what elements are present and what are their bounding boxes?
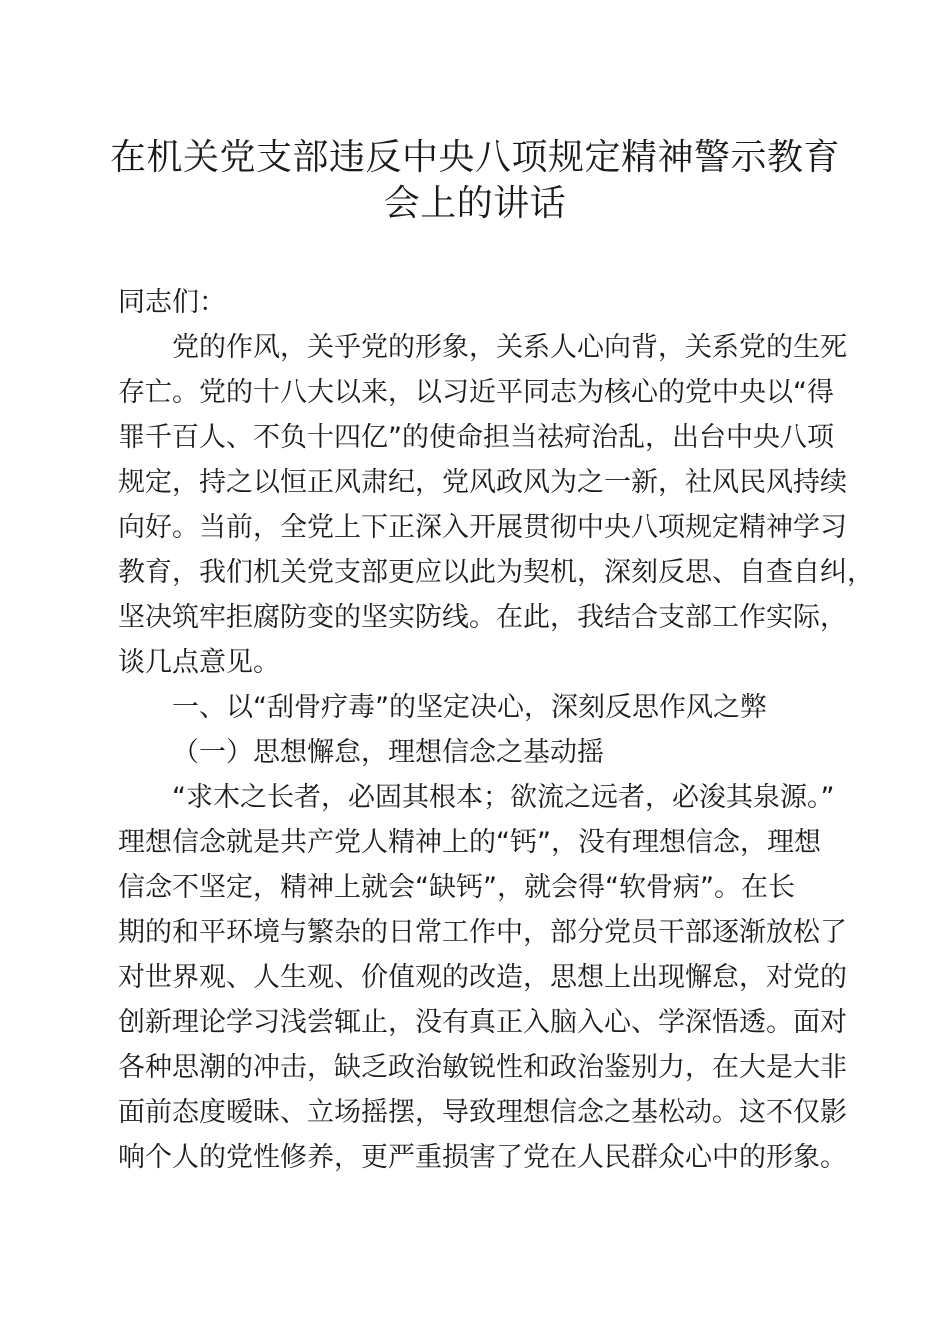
paragraph-line: 同志们：: [118, 287, 226, 318]
paragraph-line: 坚决筑牢拒腐防变的坚实防线。在此，我结合支部工作实际，: [118, 602, 847, 633]
title-line-2: 会上的讲话: [383, 183, 567, 224]
paragraph-line: 一、以“刮骨疗毒”的坚定决心，深刻反思作风之弊: [172, 692, 767, 723]
paragraph-line: 罪千百人、不负十四亿”的使命担当祛疴治乱，出台中央八项: [118, 422, 834, 453]
paragraph-line: 面前态度暧昧、立场摇摆，导致理想信念之基松动。这不仅影: [118, 1097, 847, 1128]
paragraph-line: 期的和平环境与繁杂的日常工作中，部分党员干部逐渐放松了: [118, 917, 847, 948]
paragraph-line: 理想信念就是共产党人精神上的“钙”，没有理想信念，理想: [118, 827, 821, 858]
paragraph-line: “求木之长者，必固其根本；欲流之远者，必浚其泉源。”: [172, 782, 835, 813]
paragraph-line: 向好。当前，全党上下正深入开展贯彻中央八项规定精神学习: [118, 512, 847, 543]
document-title: [100, 135, 850, 227]
paragraph-line: 各种思潮的冲击，缺乏政治敏锐性和政治鉴别力，在大是大非: [118, 1052, 847, 1083]
title-line-1: 在机关党支部违反中央八项规定精神警示教育: [109, 137, 840, 178]
paragraph-line: 教育，我们机关党支部更应以此为契机，深刻反思、自查自纠，: [118, 557, 874, 588]
paragraph-line: 创新理论学习浅尝辄止，没有真正入脑入心、学深悟透。面对: [118, 1007, 847, 1038]
paragraph-line: 党的作风，关乎党的形象，关系人心向背，关系党的生死: [172, 332, 847, 363]
paragraph-line: 存亡。党的十八大以来，以习近平同志为核心的党中央以“得: [118, 377, 834, 408]
paragraph-line: 规定，持之以恒正风肃纪，党风政风为之一新，社风民风持续: [118, 467, 847, 498]
document-body: [118, 280, 874, 1180]
paragraph-line: 谈几点意见。: [118, 647, 280, 678]
paragraph-line: （一）思想懈怠，理想信念之基动摇: [172, 737, 604, 768]
paragraph-line: 对世界观、人生观、价值观的改造，思想上出现懈怠，对党的: [118, 962, 847, 993]
paragraph-line: 响个人的党性修养，更严重损害了党在人民群众心中的形象。: [118, 1142, 847, 1173]
paragraph-line: 信念不坚定，精神上就会“缺钙”，就会得“软骨病”。在长: [118, 872, 795, 903]
